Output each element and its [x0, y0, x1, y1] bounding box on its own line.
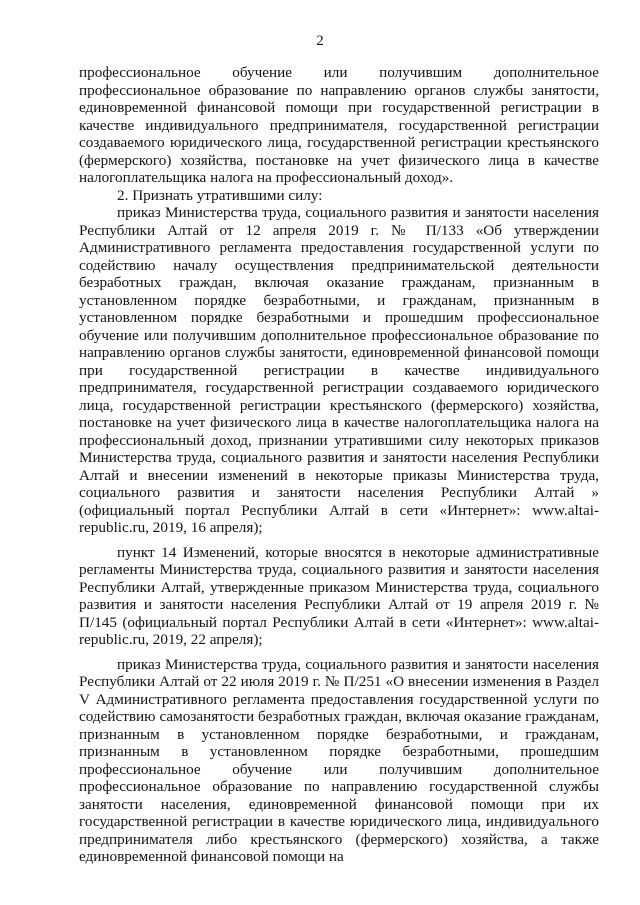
- paragraph-order-p133: приказ Министерства труда, социального развития и занятости населения Республики Алтай от 12 апреля 2019 г. № П/133 «Об утверждении Административного регламента предоставления государственной услуги по содействию началу осуществления предпринимательской деятельности безработных граждан, включая оказание гражданам, признанным в установленном порядке безработными, и гражданам, признанным в установленном порядке безработными и прошедшим профессиональное обучение или получившим дополнительное профессиональное образование по направлению органов службы занятости, единовременной финансовой помощи при государственной регистрации в качестве индивидуального предпринимателя, государственной регистрации создаваемого юридического лица, государственной регистрации крестьянского (фермерского) хозяйства, постановке на учет физического лица в качестве налогоплательщика налога на профессиональный доход, признании утратившими силу некоторых приказов Министерства труда, социального развития и занятости населения Республики Алтай и внесении изменений в некоторые приказы Министерства труда, социального развития и занятости населения Республики Алтай » (официальный портал Республики Алтай в сети «Интернет»: www.altai-republic.ru, 2019, 16 апреля);: [79, 204, 599, 536]
- paragraph-clause-14: пункт 14 Изменений, которые вносятся в некоторые административные регламенты Министерства труда, социального развития и занятости населения Республики Алтай, утвержденные приказом Министерства труда, социального развития и занятости населения Республики Алтай от 19 апреля 2019 г. № П/145 (официальный портал Республики Алтай в сети «Интернет»: www.altai-republic.ru, 2019, 22 апреля);: [79, 543, 599, 648]
- paragraph-item-2: 2. Признать утратившими силу:: [117, 186, 323, 204]
- paragraph-order-p251: приказ Министерства труда, социального развития и занятости населения Республики Алтай от 22 июля 2019 г. № П/251 «О внесении изменения в Раздел V Административного регламента предоставления государственной услуги по содействию самозанятости безработных граждан, включая оказание гражданам, признанным в установленном порядке безработными, и гражданам, признанным в установленном порядке безработными, прошедшим профессиональное обучение или получившим дополнительное профессиональное образование по направлению государственной службы занятости населения, единовременной финансовой помощи при их государственной регистрации в качестве юридического лица, индивидуального предпринимателя либо крестьянского (фермерского) хозяйства, а также единовременной финансовой помощи на: [79, 655, 599, 865]
- page-number: 2: [316, 33, 324, 49]
- document-body: [79, 64, 599, 866]
- paragraph-continuation: профессиональное обучение или получившим дополнительное профессиональное образование по направлению органов службы занятости, единовременной финансовой помощи при государственной регистрации в качестве индивидуального предпринимателя, государственной регистрации создаваемого юридического лица, государственной регистрации крестьянского (фермерского) хозяйства, постановке на учет физического лица в качестве налогоплательщика налога на профессиональный доход».: [79, 64, 599, 186]
